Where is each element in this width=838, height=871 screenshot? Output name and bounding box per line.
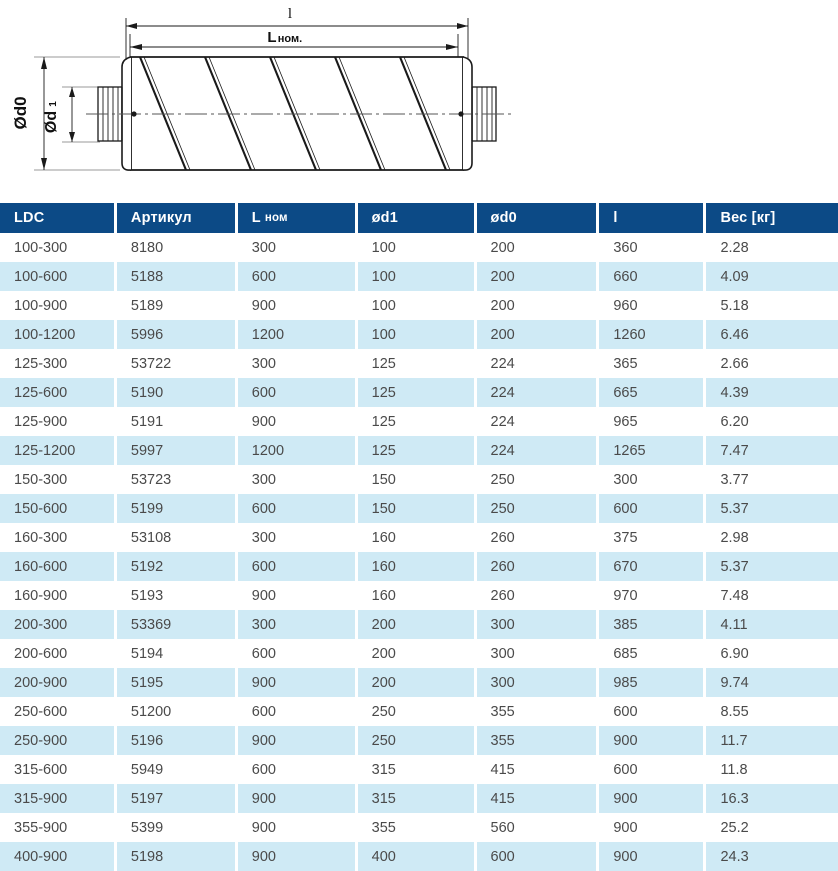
table-row (0, 610, 838, 639)
cell-od1: 355 (371, 819, 396, 836)
table-header-row (0, 203, 838, 233)
cell-weight: 6.46 (706, 320, 838, 349)
cell-ldc: 100-1200 (0, 320, 114, 349)
cell-od0: 300 (477, 610, 597, 639)
cell-ldc: 150-300 (14, 471, 68, 488)
dimension-nominal-length (130, 29, 458, 60)
cell-weight: 5.37 (706, 552, 838, 581)
cell-article: 53722 (130, 355, 172, 372)
column-header-article-label: Артикул (130, 210, 192, 226)
cell-od1: 100 (371, 239, 396, 256)
column-header-nominal-length (238, 203, 355, 233)
cell-od1: 125 (358, 378, 474, 407)
cell-nominal-length: 600 (251, 761, 276, 778)
column-header-ldc-label: LDC (14, 210, 45, 226)
cell-od0: 224 (490, 413, 515, 430)
cell-nominal-length: 900 (251, 297, 276, 314)
cell-length: 365 (613, 355, 638, 372)
table-row (0, 233, 838, 262)
cell-weight: 4.11 (706, 610, 838, 639)
cell-weight: 7.48 (720, 587, 749, 604)
cell-article: 5193 (130, 587, 164, 604)
cell-ldc: 160-900 (14, 587, 68, 604)
table-row (0, 697, 838, 726)
cell-article: 5399 (130, 819, 164, 836)
cell-article: 5997 (117, 436, 235, 465)
dimension-inner-diameter (43, 87, 100, 142)
cell-length: 600 (613, 703, 638, 720)
cell-od1: 400 (358, 842, 474, 871)
cell-nominal-length: 600 (238, 494, 355, 523)
specification-table (0, 203, 838, 871)
table-row (0, 784, 838, 813)
table-row (0, 813, 838, 842)
cell-od0: 415 (490, 761, 515, 778)
cell-od1: 125 (371, 413, 396, 430)
cell-ldc: 315-600 (14, 761, 68, 778)
cell-ldc: 200-900 (0, 668, 114, 697)
cell-length: 1260 (599, 320, 703, 349)
cell-ldc: 250-900 (0, 726, 114, 755)
cell-od0: 200 (490, 297, 515, 314)
cell-article: 5196 (117, 726, 235, 755)
cell-od1: 100 (358, 262, 474, 291)
cell-article: 5191 (130, 413, 164, 430)
cell-od0: 560 (490, 819, 515, 836)
cell-od0: 600 (477, 842, 597, 871)
cell-weight: 2.98 (720, 529, 749, 546)
table-row (0, 552, 838, 581)
table-row (0, 726, 838, 755)
cell-article: 5189 (130, 297, 164, 314)
cell-nominal-length: 300 (251, 355, 276, 372)
cell-length: 665 (599, 378, 703, 407)
dimension-label-od0: Ød0 (11, 96, 30, 130)
cell-nominal-length: 900 (251, 413, 276, 430)
cell-od1: 250 (371, 703, 396, 720)
cell-article: 5194 (130, 645, 164, 662)
cell-article: 5188 (117, 262, 235, 291)
column-header-length-label: l (613, 210, 618, 226)
cell-od0: 300 (477, 668, 597, 697)
cell-od0: 250 (490, 471, 515, 488)
cell-length: 385 (599, 610, 703, 639)
cell-weight: 9.74 (706, 668, 838, 697)
cell-article: 53108 (130, 529, 172, 546)
cell-od1: 100 (371, 297, 396, 314)
cell-weight: 25.2 (720, 819, 749, 836)
column-header-od1-label: ød1 (371, 210, 399, 226)
cell-weight: 5.37 (706, 494, 838, 523)
cell-ldc: 400-900 (0, 842, 114, 871)
cell-ldc: 200-600 (14, 645, 68, 662)
cell-length: 900 (613, 819, 638, 836)
cell-article: 5198 (117, 842, 235, 871)
cell-length: 360 (613, 239, 638, 256)
cell-ldc: 150-600 (0, 494, 114, 523)
dimension-label-od1-sub: 1 (48, 101, 59, 107)
cell-weight: 6.20 (720, 413, 749, 430)
cell-od1: 125 (358, 436, 474, 465)
cell-nominal-length: 300 (251, 529, 276, 546)
column-header-nominal-length-label: L (251, 210, 261, 226)
cell-ldc: 125-1200 (0, 436, 114, 465)
cell-ldc: 355-900 (14, 819, 68, 836)
cell-article: 5197 (117, 784, 235, 813)
cell-article: 5195 (117, 668, 235, 697)
cell-article: 5199 (117, 494, 235, 523)
silencer-technical-drawing (0, 0, 838, 200)
cell-od0: 260 (490, 587, 515, 604)
cell-article: 5190 (117, 378, 235, 407)
cell-od0: 355 (477, 726, 597, 755)
column-header-article (117, 203, 235, 233)
cell-od0: 260 (477, 552, 597, 581)
column-header-nominal-length-sub: ном (264, 212, 288, 224)
cell-nominal-length: 600 (238, 378, 355, 407)
table-row (0, 465, 838, 494)
cell-length: 900 (599, 726, 703, 755)
cell-weight: 8.55 (720, 703, 749, 720)
cell-od1: 200 (371, 645, 396, 662)
cell-od0: 250 (477, 494, 597, 523)
cell-weight: 3.77 (720, 471, 749, 488)
cell-od0: 355 (490, 703, 515, 720)
cell-ldc: 100-600 (0, 262, 114, 291)
product-diagram (0, 0, 838, 200)
table-row (0, 842, 838, 871)
cell-length: 600 (613, 761, 638, 778)
cell-length: 900 (599, 784, 703, 813)
cell-article: 8180 (130, 239, 164, 256)
cell-weight: 7.47 (706, 436, 838, 465)
cell-weight: 4.09 (706, 262, 838, 291)
cell-length: 900 (599, 842, 703, 871)
cell-weight: 24.3 (706, 842, 838, 871)
cell-nominal-length: 300 (251, 471, 276, 488)
cell-length: 960 (613, 297, 638, 314)
cell-article: 5996 (117, 320, 235, 349)
cell-length: 685 (613, 645, 638, 662)
cell-od1: 150 (371, 471, 396, 488)
table-row (0, 581, 838, 610)
table-row (0, 436, 838, 465)
cell-length: 1265 (599, 436, 703, 465)
dimension-label-L-sub: ном. (277, 33, 303, 45)
cell-article: 5949 (130, 761, 164, 778)
table-row (0, 668, 838, 697)
cell-od1: 160 (371, 529, 396, 546)
cell-od1: 100 (358, 320, 474, 349)
cell-od1: 125 (371, 355, 396, 372)
cell-od0: 224 (477, 378, 597, 407)
table-row (0, 523, 838, 552)
cell-length: 965 (613, 413, 638, 430)
cell-nominal-length: 600 (238, 552, 355, 581)
column-header-weight (706, 203, 838, 233)
cell-nominal-length: 600 (251, 703, 276, 720)
cell-nominal-length: 600 (238, 262, 355, 291)
cell-weight: 11.7 (706, 726, 838, 755)
cell-ldc: 200-300 (0, 610, 114, 639)
cell-od0: 300 (490, 645, 515, 662)
table-row (0, 639, 838, 668)
cell-nominal-length: 900 (251, 819, 276, 836)
column-header-od1 (358, 203, 474, 233)
dimension-label-L: L (267, 29, 277, 46)
cell-length: 970 (613, 587, 638, 604)
cell-ldc: 250-600 (14, 703, 68, 720)
cell-nominal-length: 900 (238, 842, 355, 871)
cell-ldc: 125-900 (14, 413, 68, 430)
cell-length: 375 (613, 529, 638, 546)
table-row (0, 494, 838, 523)
cell-article: 5192 (117, 552, 235, 581)
cell-od0: 415 (477, 784, 597, 813)
cell-ldc: 125-300 (14, 355, 68, 372)
cell-nominal-length: 600 (251, 645, 276, 662)
cell-od1: 315 (371, 761, 396, 778)
cell-length: 600 (599, 494, 703, 523)
cell-ldc: 125-600 (0, 378, 114, 407)
table-row (0, 755, 838, 784)
cell-weight: 5.18 (720, 297, 749, 314)
cell-od1: 250 (358, 726, 474, 755)
cell-od1: 160 (371, 587, 396, 604)
cell-od1: 160 (358, 552, 474, 581)
cell-od1: 150 (358, 494, 474, 523)
cell-article: 51200 (130, 703, 172, 720)
cell-weight: 4.39 (706, 378, 838, 407)
cell-weight: 16.3 (706, 784, 838, 813)
column-header-weight-label: Вес [кг] (720, 210, 776, 226)
cell-nominal-length: 1200 (238, 320, 355, 349)
cell-ldc: 100-900 (14, 297, 68, 314)
cell-weight: 11.8 (720, 761, 748, 778)
cell-ldc: 160-600 (0, 552, 114, 581)
cell-od0: 260 (490, 529, 515, 546)
cell-nominal-length: 900 (238, 668, 355, 697)
cell-nominal-length: 300 (238, 610, 355, 639)
cell-od1: 200 (358, 668, 474, 697)
cell-length: 660 (599, 262, 703, 291)
column-header-od0-label: ød0 (490, 210, 517, 226)
column-header-ldc (0, 203, 114, 233)
cell-length: 670 (599, 552, 703, 581)
cell-od0: 200 (477, 262, 597, 291)
column-header-od0 (477, 203, 597, 233)
cell-od0: 224 (490, 355, 515, 372)
cell-length: 985 (599, 668, 703, 697)
cell-length: 300 (613, 471, 638, 488)
cell-nominal-length: 900 (238, 784, 355, 813)
cell-od1: 315 (358, 784, 474, 813)
cell-ldc: 160-300 (14, 529, 68, 546)
column-header-length (599, 203, 703, 233)
cell-ldc: 100-300 (14, 239, 68, 256)
cell-ldc: 315-900 (0, 784, 114, 813)
cell-nominal-length: 900 (251, 587, 276, 604)
cell-od0: 200 (490, 239, 515, 256)
table-row (0, 262, 838, 291)
cell-nominal-length: 900 (238, 726, 355, 755)
cell-od1: 200 (358, 610, 474, 639)
cell-weight: 2.66 (720, 355, 749, 372)
cell-weight: 6.90 (720, 645, 749, 662)
table-row (0, 291, 838, 320)
cell-od0: 200 (477, 320, 597, 349)
cell-weight: 2.28 (720, 239, 749, 256)
table-body (0, 233, 838, 871)
table-row (0, 407, 838, 436)
cell-nominal-length: 1200 (238, 436, 355, 465)
table-row (0, 378, 838, 407)
table-row (0, 349, 838, 378)
cell-article: 53723 (130, 471, 172, 488)
cell-od0: 224 (477, 436, 597, 465)
table-row (0, 320, 838, 349)
dimension-label-od1: Ød (43, 110, 60, 134)
dimension-label-l: l (287, 6, 293, 22)
cell-nominal-length: 300 (251, 239, 276, 256)
cell-article: 53369 (117, 610, 235, 639)
